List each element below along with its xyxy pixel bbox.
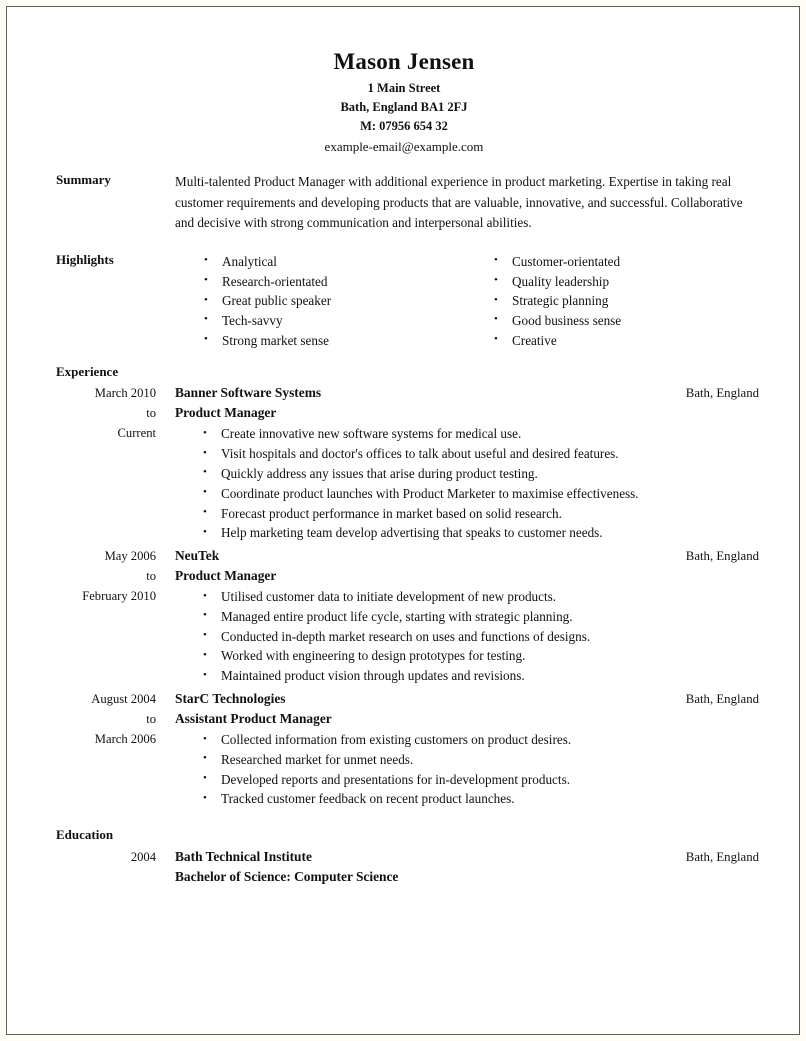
education-entries (7, 827, 800, 887)
list-item: • Strong market sense (204, 331, 465, 351)
experience-entry (7, 546, 800, 686)
list-item: • Great public speaker (204, 291, 465, 311)
entry-date-range (7, 689, 156, 749)
date-end: March 2006 (94, 732, 156, 747)
highlights-right-column (465, 252, 725, 351)
list-item: • Researched market for unmet needs. (203, 750, 759, 770)
highlights-right-list (465, 252, 725, 351)
entry-location: Bath, England (685, 850, 759, 865)
entry-organization: StarC Technologies (175, 691, 286, 707)
entry-header-row (175, 383, 759, 403)
list-item: • Create innovative new software systems for medical use. (203, 424, 759, 444)
entry-date-range (7, 546, 156, 606)
entry-location: Bath, England (685, 692, 759, 707)
list-item: • Managed entire product life cycle, starting with strategic planning. (203, 607, 759, 627)
summary-text: Multi-talented Product Manager with additional experience in product marketing. Expertise in taking real customer requirements and developing products that are valuable, innovative, and successful. Collaborative and decisive with strong communication and interpersonal abilities. (175, 174, 743, 231)
section-highlights (7, 252, 800, 351)
date-end: Current (117, 426, 156, 441)
highlights-columns (175, 252, 759, 351)
date-separator: to (146, 406, 156, 421)
section-title-summary: Summary (56, 172, 111, 188)
date-start: March 2010 (94, 386, 156, 401)
experience-entries (7, 364, 800, 809)
list-item: • Creative (494, 331, 725, 351)
resume-header (7, 7, 800, 155)
date-separator: to (146, 569, 156, 584)
contact-phone: M: 07956 654 32 (360, 119, 448, 134)
contact-city: Bath, England BA1 2FJ (340, 100, 468, 115)
resume-page (6, 6, 800, 1035)
entry-bullet-list (175, 587, 759, 686)
contact-street: 1 Main Street (367, 81, 441, 96)
entry-role: Product Manager (175, 405, 277, 421)
highlights-left-column (175, 252, 465, 351)
section-experience (7, 364, 800, 809)
entry-organization: Banner Software Systems (175, 385, 322, 401)
list-item: • Maintained product vision through updates and revisions. (203, 666, 759, 686)
candidate-name: Mason Jensen (333, 49, 475, 74)
list-item: • Conducted in-depth market research on uses and functions of designs. (203, 627, 759, 647)
education-entry (7, 847, 800, 887)
entry-main (175, 689, 759, 809)
highlights-left-list (175, 252, 465, 351)
list-item: • Visit hospitals and doctor's offices to talk about useful and desired features. (203, 444, 759, 464)
summary-body (175, 172, 759, 234)
entry-header-row (175, 689, 759, 709)
list-item: • Research-orientated (204, 272, 465, 292)
list-item: • Tech-savvy (204, 311, 465, 331)
list-item: • Help marketing team develop advertising that speaks to customer needs. (203, 523, 759, 543)
entry-organization: NeuTek (175, 548, 220, 564)
list-item: • Analytical (204, 252, 465, 272)
section-title-education: Education (56, 827, 114, 843)
list-item: • Worked with engineering to design prototypes for testing. (203, 646, 759, 666)
entry-header-row (175, 847, 759, 867)
date-end: February 2010 (82, 589, 156, 604)
list-item: • Quickly address any issues that arise during product testing. (203, 464, 759, 484)
list-item: • Forecast product performance in market based on solid research. (203, 504, 759, 524)
list-item: • Tracked customer feedback on recent product launches. (203, 789, 759, 809)
contact-email: example-email@example.com (324, 139, 484, 155)
section-summary (7, 172, 800, 234)
section-title-highlights: Highlights (56, 251, 114, 267)
entry-location: Bath, England (685, 549, 759, 564)
date-start: May 2006 (104, 549, 156, 564)
experience-entry (7, 383, 800, 543)
section-education (7, 827, 800, 887)
list-item: • Utilised customer data to initiate development of new products. (203, 587, 759, 607)
entry-main (175, 383, 759, 543)
experience-entry (7, 689, 800, 809)
resume-sheet (7, 7, 800, 1035)
entry-header-row (175, 546, 759, 566)
entry-role: Product Manager (175, 568, 277, 584)
list-item: • Developed reports and presentations for in-development products. (203, 770, 759, 790)
list-item: • Coordinate product launches with Product Marketer to maximise effectiveness. (203, 484, 759, 504)
list-item: • Collected information from existing customers on product desires. (203, 730, 759, 750)
date-separator: to (146, 712, 156, 727)
entry-year: 2004 (130, 850, 156, 865)
list-item: • Quality leadership (494, 272, 725, 292)
entry-institution: Bath Technical Institute (175, 849, 312, 865)
entry-date-range (7, 383, 156, 443)
list-item: • Strategic planning (494, 291, 725, 311)
list-item: • Good business sense (494, 311, 725, 331)
entry-location: Bath, England (685, 386, 759, 401)
entry-main (175, 847, 759, 887)
entry-bullet-list (175, 730, 759, 809)
list-item: • Customer-orientated (494, 252, 725, 272)
entry-main (175, 546, 759, 686)
entry-bullet-list (175, 424, 759, 543)
date-start: August 2004 (91, 692, 156, 707)
entry-degree: Bachelor of Science: Computer Science (175, 869, 399, 885)
section-title-experience: Experience (56, 364, 119, 380)
entry-role: Assistant Product Manager (175, 711, 332, 727)
